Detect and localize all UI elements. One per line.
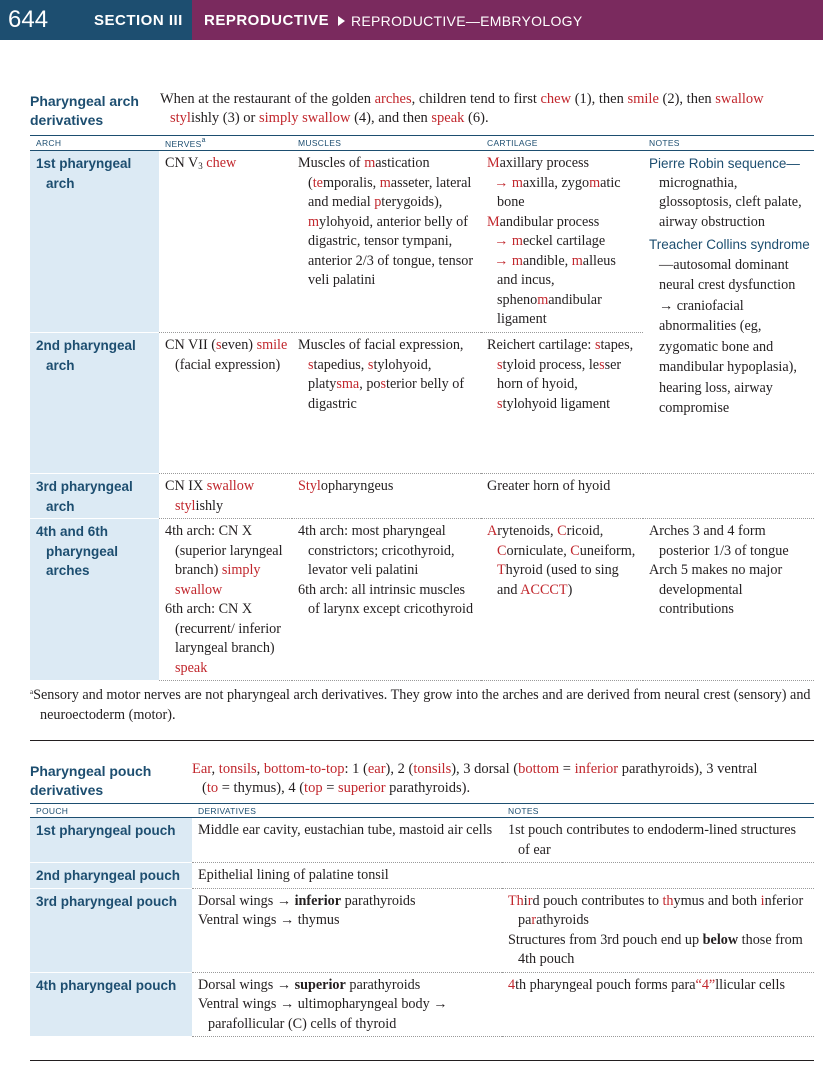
nerves-cell: CN VII (seven) smile (facial expression): [159, 333, 292, 474]
triangle-right-icon: [338, 16, 345, 26]
right-arrow-icon: →: [494, 233, 509, 249]
derivatives-cell: Middle ear cavity, eustachian tube, mastoid air cells: [192, 818, 502, 863]
row-label: 2nd pharyngeal arch: [30, 333, 159, 474]
page-header: [0, 0, 823, 40]
page-number: 644: [0, 0, 84, 40]
topic-label: REPRODUCTIVE: [204, 12, 330, 29]
col-derivatives: DERIVATIVES: [192, 804, 502, 818]
right-arrow-icon: →: [279, 912, 295, 928]
row-label: 3rd pharyngeal pouch: [30, 888, 192, 972]
row-label: 1st pharyngeal arch: [30, 151, 159, 333]
right-arrow-icon: →: [276, 892, 292, 909]
derivatives-cell: Dorsal wings → superior parathyroids Ventral wings → ultimopharyngeal body → parafollicular (C) cells of thyroid: [192, 972, 502, 1037]
notes-cell: Third pouch contributes to thymus and both inferior parathyroids Structures from 3rd pouch end up below those from 4th pouch: [502, 888, 814, 972]
row-label: 2nd pharyngeal pouch: [30, 863, 192, 889]
col-muscles: MUSCLES: [292, 136, 481, 151]
nerves-cell: 4th arch: CN X (superior laryngeal branch) simply swallow 6th arch: CN X (recurrent/ inferior laryngeal branch) speak: [159, 519, 292, 681]
notes-cell: 4th pharyngeal pouch forms para“4”llicular cells: [502, 972, 814, 1037]
table-row: [30, 888, 814, 972]
col-pouch: POUCH: [30, 804, 192, 818]
notes-cell: 1st pouch contributes to endoderm-lined structures of ear: [502, 818, 814, 863]
muscles-cell: Stylopharyngeus: [292, 474, 481, 519]
muscles-cell: 4th arch: most pharyngeal constrictors; cricothyroid, levator veli palatini 6th arch: all intrinsic muscles of larynx except cricothyroid: [292, 519, 481, 681]
section-label: SECTION III: [84, 0, 192, 40]
right-arrow-icon: →: [433, 996, 448, 1012]
topic-band: [192, 0, 823, 40]
notes-cell: [643, 474, 814, 519]
right-arrow-icon: →: [494, 174, 509, 191]
pouch-mnemonic: Ear, tonsils, bottom-to-top: 1 (ear), 2 (tonsils), 3 dorsal (bottom = inferior parathyroids), 3 ventral (to = thymus), 4 (top = superior parathyroids).: [192, 761, 758, 796]
cartilage-cell: Reichert cartilage: stapes, styloid process, lesser horn of hyoid, stylohyoid ligament: [481, 333, 643, 474]
right-arrow-icon: →: [494, 252, 509, 269]
col-notes: NOTES: [502, 804, 814, 818]
row-label: 4th and 6th pharyngeal arches: [30, 519, 159, 681]
derivatives-cell: Epithelial lining of palatine tonsil: [192, 863, 502, 889]
nerves-cell: CN IX swallow stylishly: [159, 474, 292, 519]
subtopic-text: REPRODUCTIVE—EMBRYOLOGY: [351, 13, 583, 29]
muscles-cell: Muscles of facial expression, stapedius, stylohyoid, platysma, posterior belly of digastric: [292, 333, 481, 474]
row-label: 3rd pharyngeal arch: [30, 474, 159, 519]
muscles-cell: Muscles of mastication (temporalis, masseter, lateral and medial pterygoids), mylohyoid, anterior belly of digastric, tensor tympani, anterior 2/3 of tongue, tensor veli palatini: [292, 151, 481, 333]
row-label: 4th pharyngeal pouch: [30, 972, 192, 1037]
notes-cell: Pierre Robin sequence— micrognathia, glossoptosis, cleft palate, airway obstruction Treacher Collins syndrome—autosomal dominant neural crest dysfunction → craniofacial abnormalities (eg, zygomatic bone and mandibular hypoplasia), hearing loss, airway compromise: [643, 151, 814, 474]
cartilage-cell: Greater horn of hyoid: [481, 474, 643, 519]
right-arrow-icon: →: [276, 976, 292, 993]
cartilage-cell: Maxillary process → maxilla, zygomatic bone Mandibular process → meckel cartilage → mandible, malleus and incus, sphenomandibular ligament: [481, 151, 643, 333]
nerves-cell: CN $V_3$ chew: [159, 151, 292, 333]
arch-table-header: [30, 136, 814, 151]
derivatives-cell: Dorsal wings → inferior parathyroids Ventral wings → thymus: [192, 888, 502, 972]
notes-cell: [502, 863, 814, 889]
col-cartilage: CARTILAGE: [481, 136, 643, 151]
section-divider: [30, 740, 814, 741]
col-nerves: NERVES$^a$: [159, 136, 292, 151]
col-arch: ARCH: [30, 136, 159, 151]
arch-section-title: Pharyngeal arch derivatives: [30, 93, 139, 128]
pouch-table: [30, 803, 814, 1037]
row-label: 1st pharyngeal pouch: [30, 818, 192, 863]
subtopic-label: [338, 0, 582, 42]
table-row: [30, 474, 814, 519]
arch-table: [30, 135, 814, 681]
pouch-section-title: Pharyngeal pouch derivatives: [30, 763, 152, 798]
arch-mnemonic: When at the restaurant of the golden arches, children tend to first chew (1), then smile (2), then swallow stylishly (3) or simply swallow (4), and then speak (6).: [160, 91, 764, 126]
pouch-table-header: [30, 804, 814, 818]
cartilage-cell: Arytenoids, Cricoid, Corniculate, Cuneiform, Thyroid (used to sing and ACCCT): [481, 519, 643, 681]
bottom-divider: [30, 1060, 814, 1061]
right-arrow-icon: →: [659, 297, 674, 314]
notes-cell: Arches 3 and 4 form posterior 1/3 of tongue Arch 5 makes no major developmental contributions: [643, 519, 814, 681]
table-row: [30, 818, 814, 863]
col-notes: NOTES: [643, 136, 814, 151]
table-row: [30, 863, 814, 889]
table-row: [30, 151, 814, 333]
table-row: [30, 972, 814, 1037]
table-row: [30, 519, 814, 681]
arch-footnote: $^a$Sensory and motor nerves are not pharyngeal arch derivatives. They grow into the arches and are derived from neural crest (sensory) and neuroectoderm (motor).: [30, 687, 811, 723]
right-arrow-icon: →: [279, 996, 295, 1012]
